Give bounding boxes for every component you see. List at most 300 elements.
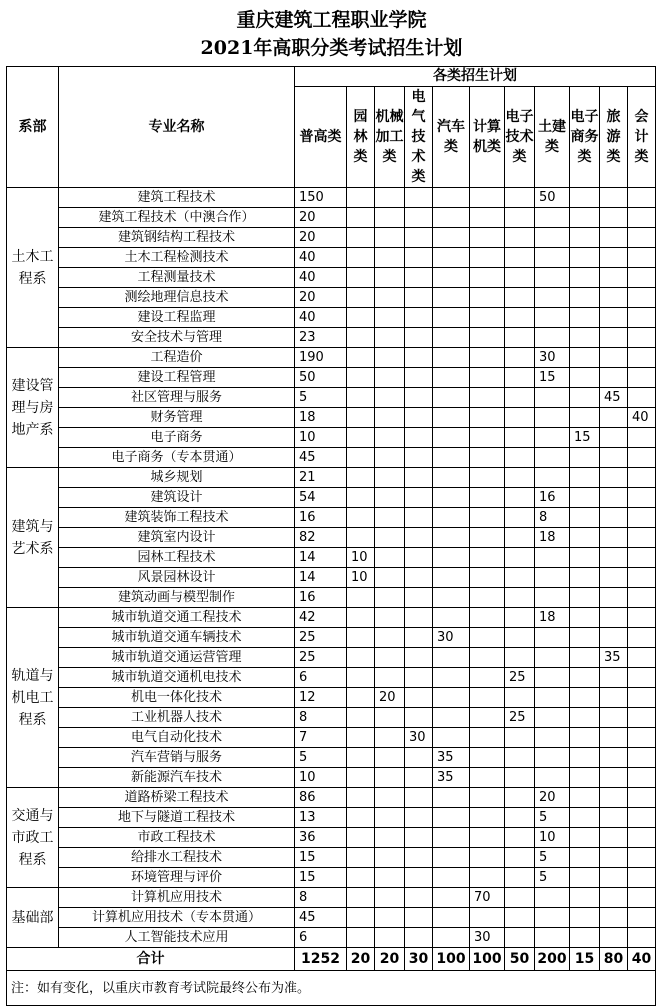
total-cell: 200 [535,948,570,971]
total-cell: 20 [375,948,405,971]
quota-cell [505,268,535,288]
quota-cell [433,208,470,228]
major-cell: 电气自动化技术 [59,728,295,748]
quota-cell [600,188,628,208]
quota-cell [405,428,433,448]
quota-cell [347,908,375,928]
table-row [7,628,656,648]
quota-cell: 8 [535,508,570,528]
quota-cell [470,268,505,288]
quota-cell: 86 [295,788,347,808]
table-row [7,788,656,808]
quota-cell [347,708,375,728]
table-row [7,828,656,848]
quota-cell [433,908,470,928]
quota-cell: 18 [295,408,347,428]
table-row [7,448,656,468]
quota-cell [628,528,656,548]
quota-cell [570,188,600,208]
quota-cell [433,188,470,208]
quota-cell [628,328,656,348]
quota-cell [600,568,628,588]
quota-cell [433,588,470,608]
quota-cell: 5 [295,748,347,768]
quota-cell: 16 [295,588,347,608]
quota-cell [600,348,628,368]
quota-cell [375,448,405,468]
table-row [7,188,656,208]
quota-cell [570,608,600,628]
quota-cell [628,868,656,888]
table-row [7,868,656,888]
quota-cell [375,228,405,248]
table-row [7,288,656,308]
quota-cell [628,548,656,568]
quota-cell [628,428,656,448]
quota-cell [347,608,375,628]
quota-cell: 21 [295,468,347,488]
quota-cell [375,868,405,888]
table-row [7,548,656,568]
quota-cell [600,808,628,828]
quota-cell [405,788,433,808]
quota-cell [570,708,600,728]
quota-cell [470,248,505,268]
table-row [7,908,656,928]
table-row [7,928,656,948]
quota-cell [505,928,535,948]
quota-cell [347,408,375,428]
quota-cell [505,228,535,248]
quota-cell [470,568,505,588]
table-row [7,468,656,488]
quota-cell: 35 [433,748,470,768]
total-cell: 50 [505,948,535,971]
quota-cell [600,208,628,228]
major-cell: 建筑工程技术（中澳合作） [59,208,295,228]
quota-cell [570,668,600,688]
quota-cell [433,888,470,908]
quota-cell: 5 [535,808,570,828]
quota-cell [470,288,505,308]
quota-cell: 30 [470,928,505,948]
quota-cell [628,568,656,588]
quota-cell [405,208,433,228]
quota-cell [535,388,570,408]
quota-cell [405,768,433,788]
quota-cell: 10 [535,828,570,848]
quota-cell [470,608,505,628]
quota-cell: 25 [505,668,535,688]
quota-cell [628,828,656,848]
quota-cell [628,248,656,268]
quota-cell [470,868,505,888]
quota-cell [505,728,535,748]
quota-cell: 30 [535,348,570,368]
quota-cell [600,228,628,248]
quota-cell [600,528,628,548]
quota-cell [347,508,375,528]
quota-cell [600,548,628,568]
quota-cell: 20 [295,228,347,248]
major-cell: 机电一体化技术 [59,688,295,708]
quota-cell [347,628,375,648]
quota-cell [535,768,570,788]
table-row [7,348,656,368]
major-cell: 城市轨道交通车辆技术 [59,628,295,648]
quota-cell [570,448,600,468]
major-cell: 电子商务（专本贯通） [59,448,295,468]
quota-cell [570,788,600,808]
quota-cell [570,528,600,548]
quota-cell: 45 [295,448,347,468]
quota-cell [600,888,628,908]
quota-cell [470,708,505,728]
quota-cell [347,808,375,828]
quota-cell [347,368,375,388]
quota-cell [505,588,535,608]
table-row [7,768,656,788]
quota-cell [347,308,375,328]
department-cell: 建筑与艺术系 [7,468,59,608]
quota-cell [375,308,405,328]
quota-cell [347,328,375,348]
quota-cell: 40 [628,408,656,428]
quota-cell [470,748,505,768]
quota-cell [375,408,405,428]
quota-cell: 5 [295,388,347,408]
major-cell: 风景园林设计 [59,568,295,588]
major-header: 专业名称 [59,67,295,188]
quota-cell [535,548,570,568]
page-subtitle: 2021年高职分类考试招生计划 [200,37,463,59]
quota-cell [470,428,505,448]
total-cell: 80 [600,948,628,971]
quota-cell [535,888,570,908]
quota-cell [470,328,505,348]
quota-cell [470,348,505,368]
quota-cell [375,828,405,848]
table-row [7,388,656,408]
table-row [7,248,656,268]
quota-cell: 40 [295,248,347,268]
quota-cell [535,288,570,308]
quota-cell [375,648,405,668]
quota-cell [375,268,405,288]
quota-cell [570,228,600,248]
quota-cell [375,328,405,348]
quota-cell [570,268,600,288]
quota-cell: 42 [295,608,347,628]
quota-cell [405,528,433,548]
total-label: 合计 [7,948,295,971]
quota-cell: 25 [295,628,347,648]
quota-cell [405,808,433,828]
quota-cell [600,288,628,308]
quota-cell [405,608,433,628]
quota-cell [535,628,570,648]
major-cell: 财务管理 [59,408,295,428]
quota-cell [433,388,470,408]
quota-cell [405,908,433,928]
table-row [7,688,656,708]
quota-cell [433,348,470,368]
quota-cell [405,368,433,388]
quota-cell [600,908,628,928]
quota-cell [347,868,375,888]
quota-cell [470,468,505,488]
quota-cell [628,768,656,788]
quota-cell [628,788,656,808]
quota-cell [600,488,628,508]
quota-cell [375,468,405,488]
quota-cell [505,808,535,828]
quota-cell [347,528,375,548]
quota-cell [470,648,505,668]
quota-cell: 13 [295,808,347,828]
quota-cell [535,688,570,708]
quota-cell: 8 [295,708,347,728]
quota-cell [405,508,433,528]
quota-cell [570,688,600,708]
quota-cell [433,408,470,428]
category-header: 旅游类 [600,87,628,188]
quota-cell: 16 [295,508,347,528]
quota-cell [570,868,600,888]
quota-cell [433,528,470,548]
quota-cell: 35 [600,648,628,668]
quota-cell [375,588,405,608]
quota-cell [505,748,535,768]
quota-cell [470,768,505,788]
quota-cell [535,748,570,768]
quota-cell: 5 [535,848,570,868]
major-cell: 电子商务 [59,428,295,448]
quota-cell [433,368,470,388]
table-row [7,368,656,388]
table-row [7,668,656,688]
category-header: 电子技术类 [505,87,535,188]
quota-cell [600,928,628,948]
department-cell: 基础部 [7,888,59,948]
major-cell: 市政工程技术 [59,828,295,848]
quota-cell [375,528,405,548]
quota-cell [470,848,505,868]
quota-cell [470,788,505,808]
quota-cell [600,768,628,788]
quota-cell [628,848,656,868]
quota-cell [347,248,375,268]
quota-cell [505,908,535,928]
quota-cell: 6 [295,928,347,948]
quota-cell [405,868,433,888]
table-row [7,588,656,608]
quota-cell [600,728,628,748]
quota-cell [347,748,375,768]
quota-cell [600,788,628,808]
quota-cell [505,688,535,708]
quota-cell [433,668,470,688]
quota-cell: 15 [570,428,600,448]
quota-cell [570,408,600,428]
quota-cell [470,408,505,428]
major-cell: 建筑工程技术 [59,188,295,208]
quota-cell [570,368,600,388]
quota-cell [600,708,628,728]
quota-cell [433,228,470,248]
quota-cell [347,428,375,448]
major-cell: 建筑设计 [59,488,295,508]
quota-cell [505,788,535,808]
quota-cell [505,628,535,648]
quota-cell [505,188,535,208]
quota-cell [628,808,656,828]
quota-cell [347,288,375,308]
quota-cell [628,188,656,208]
major-cell: 计算机应用技术 [59,888,295,908]
quota-cell: 18 [535,528,570,548]
quota-cell [628,608,656,628]
quota-cell [433,288,470,308]
quota-cell [505,388,535,408]
quota-cell [570,468,600,488]
quota-cell [628,508,656,528]
quota-cell [433,568,470,588]
quota-cell [433,928,470,948]
table-row [7,608,656,628]
major-cell: 人工智能技术应用 [59,928,295,948]
major-cell: 给排水工程技术 [59,848,295,868]
quota-cell: 25 [505,708,535,728]
quota-cell [375,848,405,868]
table-row [7,888,656,908]
quota-cell [535,728,570,748]
enrollment-plan-table [6,66,656,1006]
quota-cell [347,648,375,668]
quota-cell [433,488,470,508]
major-cell: 工程造价 [59,348,295,368]
quota-cell [470,188,505,208]
total-cell: 15 [570,948,600,971]
quota-cell: 6 [295,668,347,688]
major-cell: 城市轨道交通机电技术 [59,668,295,688]
quota-cell [600,428,628,448]
table-row [7,808,656,828]
quota-cell [628,668,656,688]
quota-cell [433,808,470,828]
quota-cell [347,268,375,288]
quota-cell [347,208,375,228]
quota-cell [535,308,570,328]
quota-cell [570,808,600,828]
quota-cell [347,348,375,368]
quota-cell [470,208,505,228]
quota-cell [470,308,505,328]
quota-cell [600,508,628,528]
quota-cell [347,928,375,948]
quota-cell [505,328,535,348]
quota-cell: 10 [295,768,347,788]
quota-cell [505,848,535,868]
quota-cell [405,708,433,728]
quota-cell [405,568,433,588]
quota-cell [375,628,405,648]
quota-cell: 30 [433,628,470,648]
category-header: 机械加工类 [375,87,405,188]
quota-cell [470,688,505,708]
quota-cell [535,328,570,348]
category-header: 电气技术类 [405,87,433,188]
total-cell: 20 [347,948,375,971]
quota-cell [433,788,470,808]
quota-cell: 190 [295,348,347,368]
quota-cell: 40 [295,308,347,328]
dept-header: 系部 [7,67,59,188]
quota-cell: 10 [295,428,347,448]
quota-cell [600,748,628,768]
total-cell: 40 [628,948,656,971]
quota-cell [433,728,470,748]
quota-cell [570,288,600,308]
quota-cell: 82 [295,528,347,548]
quota-cell [505,868,535,888]
quota-cell: 20 [295,208,347,228]
table-row [7,308,656,328]
major-cell: 汽车营销与服务 [59,748,295,768]
quota-cell [347,828,375,848]
quota-cell: 16 [535,488,570,508]
quota-cell [570,888,600,908]
quota-cell [375,908,405,928]
quota-cell [405,228,433,248]
quota-cell [347,788,375,808]
quota-cell: 12 [295,688,347,708]
quota-cell [628,908,656,928]
quota-cell [347,888,375,908]
quota-cell [347,768,375,788]
quota-cell [405,548,433,568]
quota-cell [433,848,470,868]
quota-cell: 25 [295,648,347,668]
quota-cell [628,388,656,408]
quota-cell [433,608,470,628]
quota-cell [628,888,656,908]
table-row [7,708,656,728]
quota-cell [600,848,628,868]
quota-cell: 150 [295,188,347,208]
table-row [7,268,656,288]
quota-cell [570,348,600,368]
quota-cell [535,228,570,248]
quota-cell [535,668,570,688]
quota-cell [405,408,433,428]
quota-cell [470,808,505,828]
quota-cell [347,848,375,868]
table-row [7,748,656,768]
quota-cell [535,928,570,948]
major-cell: 环境管理与评价 [59,868,295,888]
quota-cell [433,308,470,328]
quota-cell: 10 [347,568,375,588]
quota-cell [405,388,433,408]
major-cell: 工业机器人技术 [59,708,295,728]
quota-cell [535,448,570,468]
quota-cell [470,228,505,248]
quota-cell [433,448,470,468]
quota-cell [505,368,535,388]
quota-cell: 54 [295,488,347,508]
table-row [7,408,656,428]
